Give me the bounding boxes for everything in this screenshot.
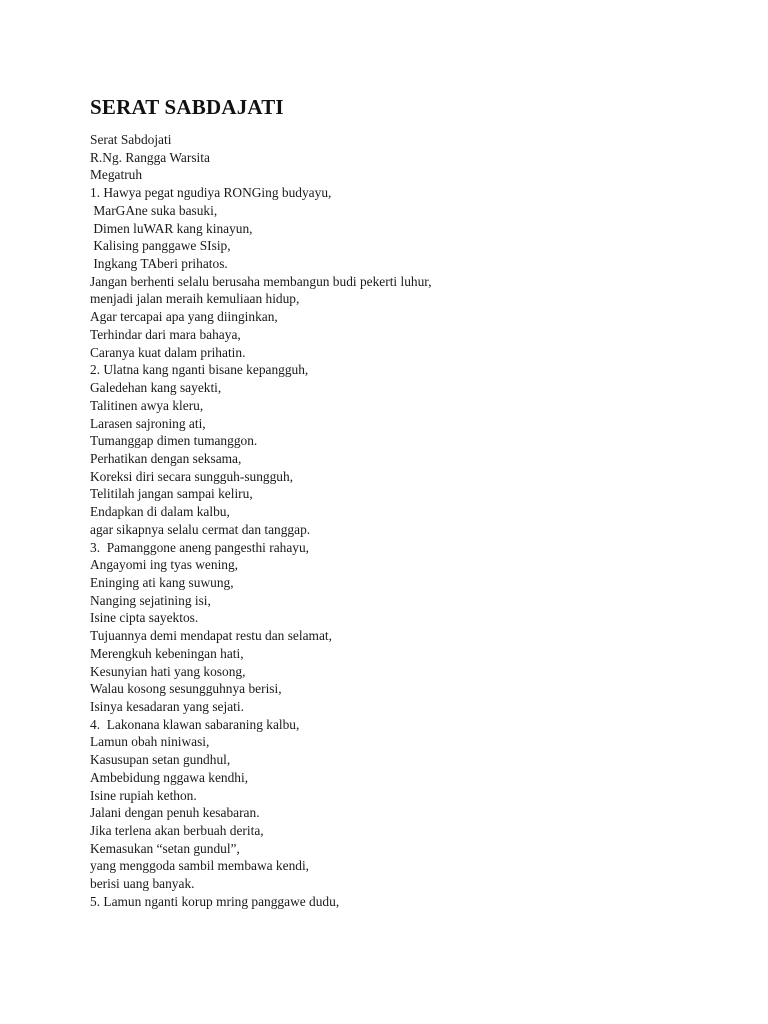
text-line: Agar tercapai apa yang diinginkan, [90,309,278,325]
text-line: Caranya kuat dalam prihatin. [90,344,246,360]
text-line: Angayomi ing tyas wening, [90,557,239,573]
document-title: SERAT SABDAJATI [90,95,284,119]
text-line: Galedehan kang sayekti, [90,380,222,396]
text-line: Jika terlena akan berbuah derita, [90,823,264,839]
text-line: Merengkuh kebeningan hati, [90,645,244,661]
text-line: Telitilah jangan sampai keliru, [90,486,253,502]
text-line: Koreksi diri secara sungguh-sungguh, [90,468,294,484]
text-line: agar sikapnya selalu cermat dan tanggap. [90,521,311,537]
text-line: Kemasukan “setan gundul”, [90,840,240,856]
text-line: 3. Pamanggone aneng pangesthi rahayu, [90,539,310,555]
text-line: Larasen sajroning ati, [90,415,206,431]
text-line: Talitinen awya kleru, [90,397,204,413]
text-line: Nanging sejatining isi, [90,592,211,608]
text-line: MarGAne suka basuki, [90,202,218,218]
text-line: Tumanggap dimen tumanggon. [90,433,258,449]
text-line: yang menggoda sambil membawa kendi, [90,858,310,874]
text-line: Kesunyian hati yang kosong, [90,663,246,679]
text-line: Jangan berhenti selalu berusaha membangun budi pekerti luhur, [90,273,432,289]
text-line: Ingkang TAberi prihatos. [90,256,228,272]
text-line: Isine cipta sayektos. [90,610,199,626]
text-line: Isine rupiah kethon. [90,787,197,803]
text-line: Dimen luWAR kang kinayun, [90,220,253,236]
text-line: 4. Lakonana klawan sabaraning kalbu, [90,716,300,732]
text-line: 1. Hawya pegat ngudiya RONGing budyayu, [90,185,332,201]
text-line: Kasusupan setan gundhul, [90,752,231,768]
text-line: Tujuannya demi mendapat restu dan selamat, [90,628,332,644]
text-line: berisi uang banyak. [90,876,195,892]
document-body [90,131,730,911]
text-line: Walau kosong sesungguhnya berisi, [90,681,282,697]
text-line: Megatruh [90,167,143,183]
text-line: Kalising panggawe SIsip, [90,238,231,254]
text-line: Eninging ati kang suwung, [90,574,234,590]
text-line: Isinya kesadaran yang sejati. [90,699,244,714]
text-line: Terhindar dari mara bahaya, [90,326,241,342]
text-line: 2. Ulatna kang nganti bisane kepangguh, [90,362,309,378]
text-line: Serat Sabdojati [90,132,172,147]
text-line: Endapkan di dalam kalbu, [90,504,230,520]
text-line: Jalani dengan penuh kesabaran. [90,805,260,821]
text-line: Lamun obah niniwasi, [90,734,210,750]
text-line: Ambebidung nggawa kendhi, [90,769,249,785]
text-line: R.Ng. Rangga Warsita [90,149,210,165]
text-line: 5. Lamun nganti korup mring panggawe dudu, [90,893,340,909]
text-line: Perhatikan dengan seksama, [90,450,242,466]
text-line: menjadi jalan meraih kemuliaan hidup, [90,291,300,307]
